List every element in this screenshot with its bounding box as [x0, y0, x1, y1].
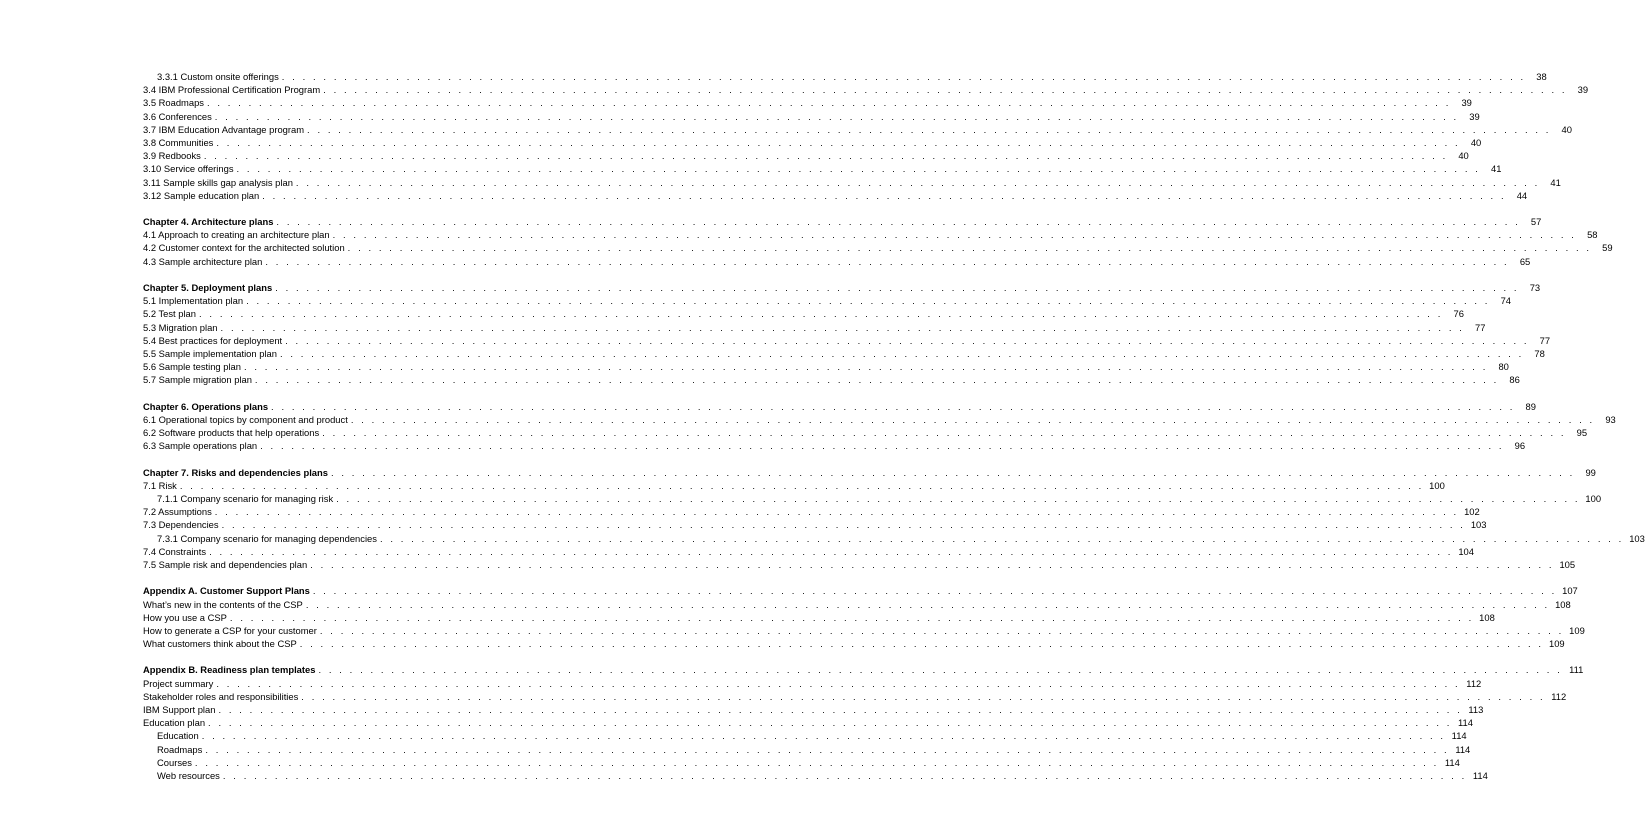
toc-entry-label: 6.3 Sample operations plan [143, 440, 258, 452]
toc-entry-label: 5.1 Implementation plan [143, 295, 244, 307]
toc-dot-leader: . . . . . . . . . . . . . . . . . . . . . . . . . . . . . . . . . . . . . . . . . . . . . . . . . . . . . . . . . . . . . . . . . . . . . . . . . . . . . . . . . . . . . . . . . . . . . . . . . . . . . . . . . . . . . . . . . . . . . . . . [221, 519, 1466, 531]
toc-entry[interactable] [143, 716, 1473, 729]
toc-entry-label: 3.12 Sample education plan [143, 189, 260, 201]
toc-entry[interactable] [143, 545, 1474, 558]
toc-page-number: 100 [1429, 479, 1445, 491]
toc-page-number: 109 [1548, 638, 1565, 650]
toc-entry-label: Appendix A. Customer Support Plans [143, 585, 310, 597]
toc-entry-label: What customers think about the CSP [143, 638, 297, 650]
toc-page-number: 40 [1470, 136, 1482, 148]
toc-entry-label: 6.1 Operational topics by component and product [143, 413, 348, 425]
toc-entry-label: Appendix B. Readiness plan templates [143, 664, 316, 676]
toc-page-number: 111 [1569, 664, 1584, 676]
toc-entry[interactable] [143, 334, 1551, 347]
toc-page-number: 57 [1530, 216, 1542, 228]
toc-entry-label: 3.9 Redbooks [143, 150, 201, 162]
toc-entry[interactable] [143, 307, 1464, 320]
toc-entry-label: 7.4 Constraints [143, 545, 207, 557]
toc-page-number: 114 [1455, 743, 1471, 755]
toc-entry-label: 4.3 Sample architecture plan [143, 255, 263, 267]
toc-page-number: 40 [1561, 123, 1572, 135]
toc-page-number: 44 [1516, 189, 1528, 201]
toc-page-number: 41 [1550, 176, 1561, 188]
toc-dot-leader: . . . . . . . . . . . . . . . . . . . . . . . . . . . . . . . . . . . . . . . . . . . . . . . . . . . . . . . . . . . . . . . . . . . . . . . . . . . . . . . . . . . . . . . . . . . . . . . . . . . . . . . . . . . . . . . . . . . . . . . . [379, 532, 1624, 544]
toc-entry[interactable] [143, 228, 1598, 241]
toc-dot-leader: . . . . . . . . . . . . . . . . . . . . . . . . . . . . . . . . . . . . . . . . . . . . . . . . . . . . . . . . . . . . . . . . . . . . . . . . . . . . . . . . . . . . . . . . . . . . . . . . . . . . . . . . . . . . . . . . . . . . . . . . [285, 334, 1530, 346]
toc-dot-leader: . . . . . . . . . . . . . . . . . . . . . . . . . . . . . . . . . . . . . . . . . . . . . . . . . . . . . . . . . . . . . . . . . . . . . . . . . . . . . . . . . . . . . . . . . . . . . . . . . . . . . . . . . . . . . . . . . . . . . . . . [350, 413, 1595, 425]
toc-dot-leader: . . . . . . . . . . . . . . . . . . . . . . . . . . . . . . . . . . . . . . . . . . . . . . . . . . . . . . . . . . . . . . . . . . . . . . . . . . . . . . . . . . . . . . . . . . . . . . . . . . . . . . . . . . . . . . . . . . . . . . . . [271, 400, 1515, 412]
toc-entry-label: 5.7 Sample migration plan [143, 374, 252, 386]
toc-entry[interactable] [143, 70, 1547, 83]
toc-entry[interactable] [143, 624, 1585, 637]
toc-page-number: 86 [1509, 374, 1520, 386]
toc-page-number: 78 [1534, 347, 1545, 359]
toc-entry[interactable] [143, 176, 1561, 189]
toc-page-number: 39 [1469, 110, 1480, 122]
toc-page-number: 109 [1569, 624, 1585, 636]
toc-page-number: 41 [1491, 163, 1502, 175]
toc-page-number: 96 [1514, 440, 1526, 452]
toc-dot-leader: . . . . . . . . . . . . . . . . . . . . . . . . . . . . . . . . . . . . . . . . . . . . . . . . . . . . . . . . . . . . . . . . . . . . . . . . . . . . . . . . . . . . . . . . . . . . . . . . . . . . . . . . . . . . . . . . . . . . . . . . [322, 427, 1567, 439]
toc-dot-leader: . . . . . . . . . . . . . . . . . . . . . . . . . . . . . . . . . . . . . . . . . . . . . . . . . . . . . . . . . . . . . . . . . . . . . . . . . . . . . . . . . . . . . . . . . . . . . . . . . . . . . . . . . . . . . . . . . . . . . . . . [194, 756, 1439, 768]
toc-page-number: 112 [1466, 677, 1482, 689]
toc-chapter-entry[interactable] [143, 466, 1596, 479]
toc-dot-leader: . . . . . . . . . . . . . . . . . . . . . . . . . . . . . . . . . . . . . . . . . . . . . . . . . . . . . . . . . . . . . . . . . . . . . . . . . . . . . . . . . . . . . . . . . . . . . . . . . . . . . . . . . . . . . . . . . . . . . . . . [275, 282, 1520, 293]
toc-entry[interactable] [143, 611, 1495, 624]
toc-page-number: 77 [1539, 334, 1551, 346]
toc-entry-label: 3.7 IBM Education Advantage program [143, 123, 305, 135]
toc-entry[interactable] [143, 690, 1567, 703]
toc-entry-label: IBM Support plan [143, 704, 216, 715]
toc-entry[interactable] [143, 743, 1471, 756]
toc-entry-label: 4.2 Customer context for the architected solution [143, 242, 345, 254]
toc-entry-label: Roadmaps [157, 743, 203, 755]
toc-dot-leader: . . . . . . . . . . . . . . . . . . . . . . . . . . . . . . . . . . . . . . . . . . . . . . . . . . . . . . . . . . . . . . . . . . . . . . . . . . . . . . . . . . . . . . . . . . . . . . . . . . . . . . . . . . . . . . . . . . . . . . . . [214, 110, 1459, 122]
toc-entry[interactable] [143, 360, 1509, 373]
toc-dot-leader: . . . . . . . . . . . . . . . . . . . . . . . . . . . . . . . . . . . . . . . . . . . . . . . . . . . . . . . . . . . . . . . . . . . . . . . . . . . . . . . . . . . . . . . . . . . . . . . . . . . . . . . . . . . . . . . . . . . . . . . . [330, 466, 1575, 478]
toc-dot-leader: . . . . . . . . . . . . . . . . . . . . . . . . . . . . . . . . . . . . . . . . . . . . . . . . . . . . . . . . . . . . . . . . . . . . . . . . . . . . . . . . . . . . . . . . . . . . . . . . . . . . . . . . . . . . . . . . . . . . . . . . [279, 347, 1524, 359]
toc-dot-leader: . . . . . . . . . . . . . . . . . . . . . . . . . . . . . . . . . . . . . . . . . . . . . . . . . . . . . . . . . . . . . . . . . . . . . . . . . . . . . . . . . . . . . . . . . . . . . . . . . . . . . . . . . . . . . . . . . . . . . . . . [216, 136, 1461, 148]
toc-entry-label: 3.5 Roadmaps [143, 97, 204, 109]
toc-page-number: 114 [1458, 717, 1473, 729]
toc-entry[interactable] [143, 426, 1588, 439]
toc-entry-label: 3.10 Service offerings [143, 163, 234, 175]
toc-entry[interactable] [143, 677, 1482, 690]
toc-page-number: 74 [1500, 295, 1511, 307]
toc-entry[interactable] [143, 83, 1589, 96]
toc-page-number: 114 [1451, 730, 1467, 742]
toc-entry[interactable] [143, 518, 1487, 531]
toc-entry-label: 5.6 Sample testing plan [143, 361, 241, 373]
toc-entry-label: 3.3.1 Custom onsite offerings [157, 71, 279, 82]
toc-entry-label: How you use a CSP [143, 611, 227, 623]
toc-entry-label: 7.3 Dependencies [143, 519, 219, 531]
table-of-contents [143, 70, 1645, 782]
toc-dot-leader: . . . . . . . . . . . . . . . . . . . . . . . . . . . . . . . . . . . . . . . . . . . . . . . . . . . . . . . . . . . . . . . . . . . . . . . . . . . . . . . . . . . . . . . . . . . . . . . . . . . . . . . . . . . . . . . . . . . . . . . . [246, 295, 1490, 307]
toc-chapter-entry[interactable] [143, 281, 1541, 294]
toc-page-number: 76 [1453, 308, 1464, 320]
toc-dot-leader: . . . . . . . . . . . . . . . . . . . . . . . . . . . . . . . . . . . . . . . . . . . . . . . . . . . . . . . . . . . . . . . . . . . . . . . . . . . . . . . . . . . . . . . . . . . . . . . . . . . . . . . . . . . . . . . . . . . . . . . . [276, 216, 1521, 228]
toc-dot-leader: . . . . . . . . . . . . . . . . . . . . . . . . . . . . . . . . . . . . . . . . . . . . . . . . . . . . . . . . . . . . . . . . . . . . . . . . . . . . . . . . . . . . . . . . . . . . . . . . . . . . . . . . . . . . . . . . . . . . . . . . [222, 769, 1467, 781]
toc-entry[interactable] [143, 756, 1460, 769]
toc-entry-label: 7.1 Risk [143, 479, 177, 491]
toc-entry[interactable] [143, 373, 1520, 386]
toc-dot-leader: . . . . . . . . . . . . . . . . . . . . . . . . . . . . . . . . . . . . . . . . . . . . . . . . . . . . . . . . . . . . . . . . . . . . . . . . . . . . . . . . . . . . . . . . . . . . . . . . . . . . . . . . . . . . . . . . . . . . . . . . [236, 163, 1481, 175]
toc-entry[interactable] [143, 321, 1486, 334]
toc-dot-leader: . . . . . . . . . . . . . . . . . . . . . . . . . . . . . . . . . . . . . . . . . . . . . . . . . . . . . . . . . . . . . . . . . . . . . . . . . . . . . . . . . . . . . . . . . . . . . . . . . . . . . . . . . . . . . . . . . . . . . . . . [262, 189, 1507, 201]
toc-entry-label: Chapter 4. Architecture plans [143, 216, 274, 228]
toc-page-number: 113 [1468, 704, 1484, 715]
toc-entry[interactable] [143, 294, 1511, 307]
toc-entry-label: 5.2 Test plan [143, 308, 196, 320]
toc-dot-leader: . . . . . . . . . . . . . . . . . . . . . . . . . . . . . . . . . . . . . . . . . . . . . . . . . . . . . . . . . . . . . . . . . . . . . . . . . . . . . . . . . . . . . . . . . . . . . . . . . . . . . . . . . . . . . . . . . . . . . . . . [347, 242, 1592, 254]
toc-entry-label: 5.4 Best practices for deployment [143, 334, 283, 346]
toc-entry-label: What’s new in the contents of the CSP [143, 598, 303, 610]
toc-chapter-entry[interactable] [143, 663, 1584, 676]
toc-entry-label: 3.4 IBM Professional Certification Program [143, 84, 321, 96]
toc-entry-label: Education plan [143, 717, 206, 729]
toc-page-number: 39 [1461, 97, 1472, 109]
toc-entry-label: Web resources [157, 769, 220, 781]
toc-entry[interactable] [143, 136, 1482, 149]
toc-page-number: 108 [1479, 611, 1495, 623]
toc-page-number: 114 [1444, 756, 1460, 768]
toc-dot-leader: . . . . . . . . . . . . . . . . . . . . . . . . . . . . . . . . . . . . . . . . . . . . . . . . . . . . . . . . . . . . . . . . . . . . . . . . . . . . . . . . . . . . . . . . . . . . . . . . . . . . . . . . . . . . . . . . . . . . . . . . [216, 677, 1461, 689]
toc-entry-label: 5.5 Sample implementation plan [143, 347, 277, 359]
toc-page-number: 100 [1585, 493, 1602, 504]
toc-entry-label: 3.6 Conferences [143, 110, 212, 122]
toc-dot-leader: . . . . . . . . . . . . . . . . . . . . . . . . . . . . . . . . . . . . . . . . . . . . . . . . . . . . . . . . . . . . . . . . . . . . . . . . . . . . . . . . . . . . . . . . . . . . . . . . . . . . . . . . . . . . . . . . . . . . . . . . [305, 598, 1550, 610]
toc-entry[interactable] [143, 769, 1488, 782]
toc-page-number: 73 [1529, 282, 1541, 293]
toc-page-number: 104 [1458, 545, 1474, 557]
toc-page-number: 89 [1525, 400, 1536, 412]
toc-page-number: 39 [1577, 84, 1589, 96]
toc-entry-label: 3.8 Communities [143, 136, 214, 148]
toc-page-number: 99 [1585, 466, 1596, 478]
toc-entry[interactable] [143, 347, 1545, 360]
toc-dot-leader: . . . . . . . . . . . . . . . . . . . . . . . . . . . . . . . . . . . . . . . . . . . . . . . . . . . . . . . . . . . . . . . . . . . . . . . . . . . . . . . . . . . . . . . . . . . . . . . . . . . . . . . . . . . . . . . . . . . . . . . . [323, 84, 1568, 96]
toc-chapter-entry[interactable] [143, 215, 1542, 228]
toc-entry-label: 3.11 Sample skills gap analysis plan [143, 176, 293, 188]
toc-page-number: 80 [1498, 361, 1509, 373]
toc-entry-label: 7.1.1 Company scenario for managing risk [157, 493, 334, 504]
toc-entry-label: 7.5 Sample risk and dependencies plan [143, 558, 308, 570]
toc-entry-label: Courses [157, 756, 192, 768]
toc-page-number: 102 [1464, 506, 1480, 518]
toc-dot-leader: . . . . . . . . . . . . . . . . . . . . . . . . . . . . . . . . . . . . . . . . . . . . . . . . . . . . . . . . . . . . . . . . . . . . . . . . . . . . . . . . . . . . . . . . . . . . . . . . . . . . . . . . . . . . . . . . . . . . . . . . [260, 440, 1505, 452]
toc-dot-leader: . . . . . . . . . . . . . . . . . . . . . . . . . . . . . . . . . . . . . . . . . . . . . . . . . . . . . . . . . . . . . . . . . . . . . . . . . . . . . . . . . . . . . . . . . . . . . . . . . . . . . . . . . . . . . . . . . . . . . . . . [281, 71, 1526, 82]
toc-entry[interactable] [143, 413, 1616, 426]
toc-dot-leader: . . . . . . . . . . . . . . . . . . . . . . . . . . . . . . . . . . . . . . . . . . . . . . . . . . . . . . . . . . . . . . . . . . . . . . . . . . . . . . . . . . . . . . . . . . . . . . . . . . . . . . . . . . . . . . . . . . . . . . . . [205, 743, 1450, 755]
toc-chapter-entry[interactable] [143, 400, 1536, 413]
toc-dot-leader: . . . . . . . . . . . . . . . . . . . . . . . . . . . . . . . . . . . . . . . . . . . . . . . . . . . . . . . . . . . . . . . . . . . . . . . . . . . . . . . . . . . . . . . . . . . . . . . . . . . . . . . . . . . . . . . . . . . . . . . . [206, 97, 1451, 109]
toc-dot-leader: . . . . . . . . . . . . . . . . . . . . . . . . . . . . . . . . . . . . . . . . . . . . . . . . . . . . . . . . . . . . . . . . . . . . . . . . . . . . . . . . . . . . . . . . . . . . . . . . . . . . . . . . . . . . . . . . . . . . . . . . [243, 361, 1488, 373]
toc-page-number: 114 [1472, 769, 1488, 781]
toc-dot-leader: . . . . . . . . . . . . . . . . . . . . . . . . . . . . . . . . . . . . . . . . . . . . . . . . . . . . . . . . . . . . . . . . . . . . . . . . . . . . . . . . . . . . . . . . . . . . . . . . . . . . . . . . . . . . . . . . . . . . . . . . [312, 585, 1557, 597]
toc-dot-leader: . . . . . . . . . . . . . . . . . . . . . . . . . . . . . . . . . . . . . . . . . . . . . . . . . . . . . . . . . . . . . . . . . . . . . . . . . . . . . . . . . . . . . . . . . . . . . . . . . . . . . . . . . . . . . . . . . . . . . . . . [218, 704, 1463, 715]
toc-dot-leader: . . . . . . . . . . . . . . . . . . . . . . . . . . . . . . . . . . . . . . . . . . . . . . . . . . . . . . . . . . . . . . . . . . . . . . . . . . . . . . . . . . . . . . . . . . . . . . . . . . . . . . . . . . . . . . . . . . . . . . . . [295, 176, 1540, 188]
toc-page-number: 93 [1605, 413, 1616, 425]
toc-page-number: 107 [1562, 585, 1578, 597]
toc-entry-label: Project summary [143, 677, 214, 689]
toc-entry[interactable] [143, 123, 1572, 136]
toc-page-number: 108 [1555, 598, 1571, 610]
toc-entry[interactable] [143, 492, 1602, 505]
toc-entry[interactable] [143, 149, 1469, 162]
toc-entry-label: 5.3 Migration plan [143, 321, 218, 333]
toc-entry[interactable] [143, 162, 1502, 175]
toc-entry-label: Chapter 6. Operations plans [143, 400, 269, 412]
toc-entry[interactable] [143, 637, 1565, 650]
toc-entry-label: 7.2 Assumptions [143, 506, 212, 518]
toc-dot-leader: . . . . . . . . . . . . . . . . . . . . . . . . . . . . . . . . . . . . . . . . . . . . . . . . . . . . . . . . . . . . . . . . . . . . . . . . . . . . . . . . . . . . . . . . . . . . . . . . . . . . . . . . . . . . . . . . . . . . . . . . [254, 374, 1499, 386]
toc-entry-label: Chapter 7. Risks and dependencies plans [143, 466, 328, 478]
toc-dot-leader: . . . . . . . . . . . . . . . . . . . . . . . . . . . . . . . . . . . . . . . . . . . . . . . . . . . . . . . . . . . . . . . . . . . . . . . . . . . . . . . . . . . . . . . . . . . . . . . . . . . . . . . . . . . . . . . . . . . . . . . . [318, 664, 1563, 676]
toc-dot-leader: . . . . . . . . . . . . . . . . . . . . . . . . . . . . . . . . . . . . . . . . . . . . . . . . . . . . . . . . . . . . . . . . . . . . . . . . . . . . . . . . . . . . . . . . . . . . . . . . . . . . . . . . . . . . . . . . . . . . . . . . [199, 308, 1443, 320]
toc-dot-leader: . . . . . . . . . . . . . . . . . . . . . . . . . . . . . . . . . . . . . . . . . . . . . . . . . . . . . . . . . . . . . . . . . . . . . . . . . . . . . . . . . . . . . . . . . . . . . . . . . . . . . . . . . . . . . . . . . . . . . . . . [179, 479, 1424, 491]
toc-entry[interactable] [143, 505, 1480, 518]
toc-entry-label: Stakeholder roles and responsibilities [143, 690, 299, 702]
toc-page-number: 77 [1475, 321, 1486, 333]
toc-entry[interactable] [143, 189, 1528, 202]
toc-page-number: 58 [1587, 229, 1598, 241]
toc-entry[interactable] [143, 241, 1613, 254]
toc-entry-label: 6.2 Software products that help operations [143, 427, 320, 439]
toc-dot-leader: . . . . . . . . . . . . . . . . . . . . . . . . . . . . . . . . . . . . . . . . . . . . . . . . . . . . . . . . . . . . . . . . . . . . . . . . . . . . . . . . . . . . . . . . . . . . . . . . . . . . . . . . . . . . . . . . . . . . . . . . [265, 255, 1510, 267]
toc-page-number: 65 [1519, 255, 1531, 267]
toc-entry[interactable] [143, 110, 1480, 123]
toc-entry[interactable] [143, 532, 1645, 545]
toc-entry-label: Chapter 5. Deployment plans [143, 282, 273, 293]
toc-entry-label: 4.1 Approach to creating an architecture plan [143, 229, 330, 241]
toc-entry[interactable] [143, 558, 1576, 571]
toc-chapter-entry[interactable] [143, 584, 1578, 597]
toc-dot-leader: . . . . . . . . . . . . . . . . . . . . . . . . . . . . . . . . . . . . . . . . . . . . . . . . . . . . . . . . . . . . . . . . . . . . . . . . . . . . . . . . . . . . . . . . . . . . . . . . . . . . . . . . . . . . . . . . . . . . . . . . [229, 611, 1474, 623]
toc-page-number: 59 [1602, 242, 1613, 254]
toc-dot-leader: . . . . . . . . . . . . . . . . . . . . . . . . . . . . . . . . . . . . . . . . . . . . . . . . . . . . . . . . . . . . . . . . . . . . . . . . . . . . . . . . . . . . . . . . . . . . . . . . . . . . . . . . . . . . . . . . . . . . . . . . [299, 638, 1544, 650]
toc-page-number: 95 [1576, 427, 1588, 439]
toc-dot-leader: . . . . . . . . . . . . . . . . . . . . . . . . . . . . . . . . . . . . . . . . . . . . . . . . . . . . . . . . . . . . . . . . . . . . . . . . . . . . . . . . . . . . . . . . . . . . . . . . . . . . . . . . . . . . . . . . . . . . . . . . [319, 624, 1564, 636]
toc-dot-leader: . . . . . . . . . . . . . . . . . . . . . . . . . . . . . . . . . . . . . . . . . . . . . . . . . . . . . . . . . . . . . . . . . . . . . . . . . . . . . . . . . . . . . . . . . . . . . . . . . . . . . . . . . . . . . . . . . . . . . . . . [301, 690, 1546, 702]
toc-entry[interactable] [143, 255, 1531, 268]
toc-dot-leader: . . . . . . . . . . . . . . . . . . . . . . . . . . . . . . . . . . . . . . . . . . . . . . . . . . . . . . . . . . . . . . . . . . . . . . . . . . . . . . . . . . . . . . . . . . . . . . . . . . . . . . . . . . . . . . . . . . . . . . . . [336, 493, 1581, 504]
toc-dot-leader: . . . . . . . . . . . . . . . . . . . . . . . . . . . . . . . . . . . . . . . . . . . . . . . . . . . . . . . . . . . . . . . . . . . . . . . . . . . . . . . . . . . . . . . . . . . . . . . . . . . . . . . . . . . . . . . . . . . . . . . . [214, 506, 1459, 518]
toc-entry-label: How to generate a CSP for your customer [143, 624, 317, 636]
toc-entry[interactable] [143, 598, 1571, 611]
toc-entry-label: 7.3.1 Company scenario for managing dependencies [157, 532, 377, 544]
toc-entry[interactable] [143, 439, 1526, 452]
toc-page-number: 103 [1629, 532, 1645, 544]
toc-dot-leader: . . . . . . . . . . . . . . . . . . . . . . . . . . . . . . . . . . . . . . . . . . . . . . . . . . . . . . . . . . . . . . . . . . . . . . . . . . . . . . . . . . . . . . . . . . . . . . . . . . . . . . . . . . . . . . . . . . . . . . . . [220, 321, 1465, 333]
toc-entry-label: Education [157, 730, 199, 742]
toc-entry[interactable] [143, 479, 1445, 492]
toc-page-number: 103 [1470, 519, 1487, 531]
toc-page-number: 112 [1551, 690, 1567, 702]
toc-page-number: 40 [1458, 150, 1469, 162]
toc-dot-leader: . . . . . . . . . . . . . . . . . . . . . . . . . . . . . . . . . . . . . . . . . . . . . . . . . . . . . . . . . . . . . . . . . . . . . . . . . . . . . . . . . . . . . . . . . . . . . . . . . . . . . . . . . . . . . . . . . . . . . . . . [209, 545, 1453, 557]
toc-entry[interactable] [143, 703, 1484, 716]
toc-dot-leader: . . . . . . . . . . . . . . . . . . . . . . . . . . . . . . . . . . . . . . . . . . . . . . . . . . . . . . . . . . . . . . . . . . . . . . . . . . . . . . . . . . . . . . . . . . . . . . . . . . . . . . . . . . . . . . . . . . . . . . . . [208, 717, 1452, 729]
toc-page-number: 105 [1559, 558, 1576, 570]
toc-page-number: 38 [1536, 71, 1547, 82]
toc-dot-leader: . . . . . . . . . . . . . . . . . . . . . . . . . . . . . . . . . . . . . . . . . . . . . . . . . . . . . . . . . . . . . . . . . . . . . . . . . . . . . . . . . . . . . . . . . . . . . . . . . . . . . . . . . . . . . . . . . . . . . . . . [201, 730, 1446, 742]
toc-dot-leader: . . . . . . . . . . . . . . . . . . . . . . . . . . . . . . . . . . . . . . . . . . . . . . . . . . . . . . . . . . . . . . . . . . . . . . . . . . . . . . . . . . . . . . . . . . . . . . . . . . . . . . . . . . . . . . . . . . . . . . . . [310, 558, 1555, 570]
toc-entry[interactable] [143, 729, 1467, 742]
toc-dot-leader: . . . . . . . . . . . . . . . . . . . . . . . . . . . . . . . . . . . . . . . . . . . . . . . . . . . . . . . . . . . . . . . . . . . . . . . . . . . . . . . . . . . . . . . . . . . . . . . . . . . . . . . . . . . . . . . . . . . . . . . . [307, 123, 1551, 135]
toc-entry[interactable] [143, 96, 1472, 109]
toc-dot-leader: . . . . . . . . . . . . . . . . . . . . . . . . . . . . . . . . . . . . . . . . . . . . . . . . . . . . . . . . . . . . . . . . . . . . . . . . . . . . . . . . . . . . . . . . . . . . . . . . . . . . . . . . . . . . . . . . . . . . . . . . [332, 229, 1577, 241]
toc-dot-leader: . . . . . . . . . . . . . . . . . . . . . . . . . . . . . . . . . . . . . . . . . . . . . . . . . . . . . . . . . . . . . . . . . . . . . . . . . . . . . . . . . . . . . . . . . . . . . . . . . . . . . . . . . . . . . . . . . . . . . . . . [203, 150, 1448, 162]
